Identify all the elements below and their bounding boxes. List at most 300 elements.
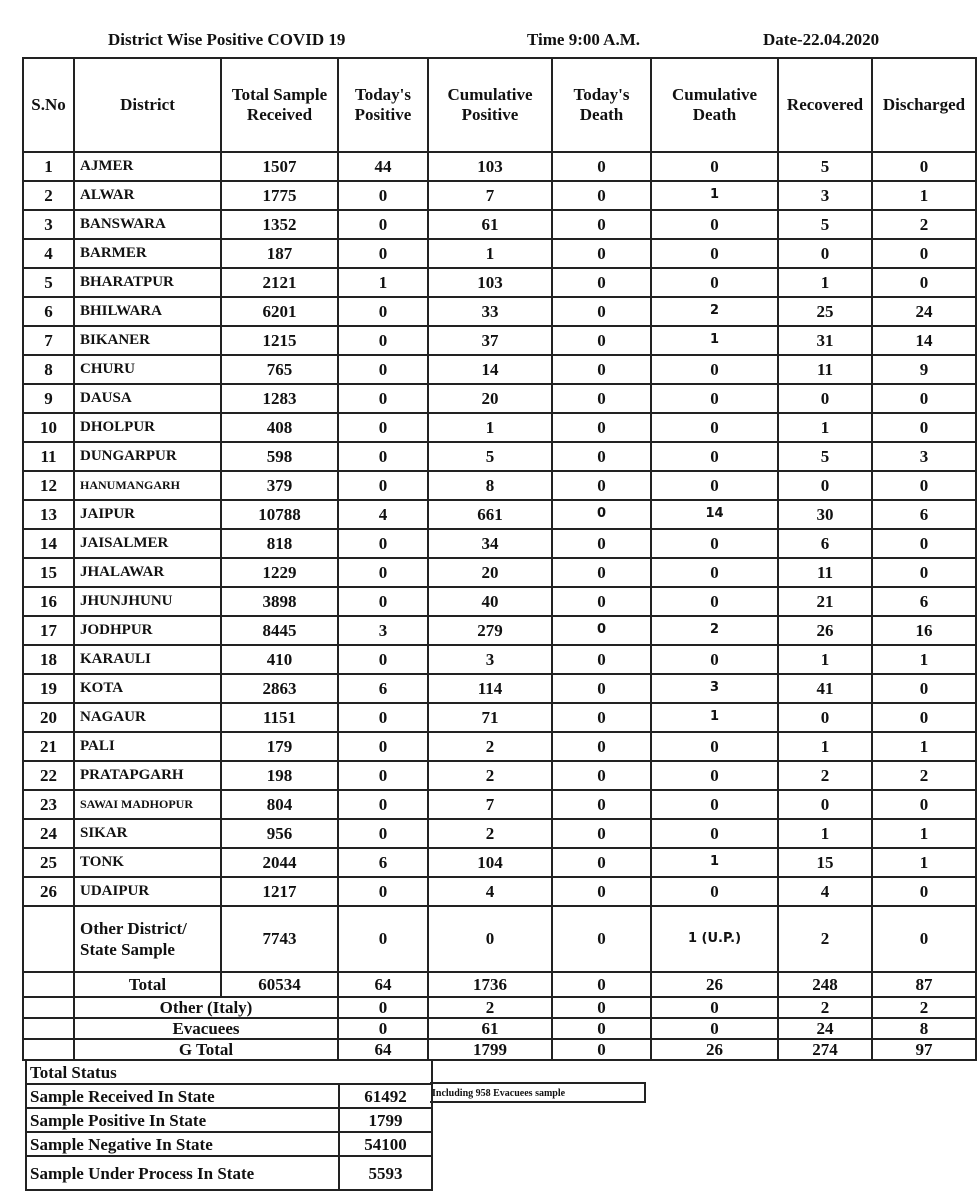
row-district: AJMER [74,152,221,181]
row-cumulative-death: 3 [651,674,778,703]
row-discharged: 9 [872,355,976,384]
row-recovered: 0 [778,471,872,500]
row-cumulative-death: 0 [651,152,778,181]
row-today-positive: 0 [338,210,428,239]
grand-total-recovered: 274 [778,1039,872,1060]
row-recovered: 1 [778,645,872,674]
row-cumulative-positive: 71 [428,703,552,732]
row-today-death: 0 [552,413,651,442]
row-recovered: 25 [778,297,872,326]
row-today-positive: 1 [338,268,428,297]
row-total-sample: 1507 [221,152,338,181]
row-cumulative-positive: 14 [428,355,552,384]
table-row [23,152,976,181]
table-row [23,906,976,972]
row-today-death: 0 [552,268,651,297]
grand-total-discharged: 97 [872,1039,976,1060]
row-discharged: 0 [872,906,976,972]
table-row [23,355,976,384]
row-sno: 21 [23,732,74,761]
row-today-death: 0 [552,848,651,877]
district-table [22,57,977,1061]
row-cumulative-positive: 114 [428,674,552,703]
row-cumulative-death: 2 [651,297,778,326]
row-today-positive: 6 [338,848,428,877]
row-discharged: 0 [872,471,976,500]
row-cumulative-positive: 7 [428,181,552,210]
row-discharged: 3 [872,442,976,471]
row-recovered: 5 [778,442,872,471]
row-recovered: 1 [778,268,872,297]
row-sno: 20 [23,703,74,732]
row-today-death: 0 [552,500,651,529]
row-district: KOTA [74,674,221,703]
row-today-positive: 0 [338,732,428,761]
row-recovered: 0 [778,703,872,732]
row-today-death: 0 [552,297,651,326]
row-today-death: 0 [552,355,651,384]
row-discharged: 0 [872,239,976,268]
row-total-sample: 410 [221,645,338,674]
row-discharged: 0 [872,152,976,181]
row-today-death: 0 [552,674,651,703]
row-cumulative-death: 0 [651,268,778,297]
row-recovered: 30 [778,500,872,529]
district-rows [23,152,976,972]
row-cumulative-positive: 279 [428,616,552,645]
row-recovered: 0 [778,384,872,413]
row-today-positive: 4 [338,500,428,529]
row-today-death: 0 [552,471,651,500]
col-header-today-death: Today's Death [552,58,651,152]
row-cumulative-positive: 40 [428,587,552,616]
row-today-positive: 0 [338,529,428,558]
row-recovered: 31 [778,326,872,355]
row-cumulative-death: 0 [651,239,778,268]
total-row [23,972,976,997]
evacuees-discharged: 8 [872,1018,976,1039]
row-today-death: 0 [552,326,651,355]
row-total-sample: 408 [221,413,338,442]
total-row-sno [23,972,74,997]
status-label: Sample Positive In State [26,1108,339,1132]
row-recovered: 0 [778,239,872,268]
table-row [23,268,976,297]
col-header-cumulative-positive: Cumulative Positive [428,58,552,152]
row-recovered: 3 [778,181,872,210]
evacuees-recovered: 24 [778,1018,872,1039]
row-discharged: 0 [872,558,976,587]
row-cumulative-positive: 2 [428,732,552,761]
row-district: DHOLPUR [74,413,221,442]
row-cumulative-death: 0 [651,384,778,413]
total-today-death: 0 [552,972,651,997]
row-cumulative-positive: 2 [428,761,552,790]
row-total-sample: 804 [221,790,338,819]
row-discharged: 6 [872,587,976,616]
row-cumulative-positive: 103 [428,268,552,297]
report-title: District Wise Positive COVID 19 [108,30,346,49]
row-today-death: 0 [552,239,651,268]
row-cumulative-death: 0 [651,790,778,819]
row-district: BIKANER [74,326,221,355]
evacuees-row [23,1018,976,1039]
row-total-sample: 818 [221,529,338,558]
table-row [23,442,976,471]
row-discharged: 0 [872,384,976,413]
row-sno: 4 [23,239,74,268]
row-discharged: 2 [872,761,976,790]
row-recovered: 0 [778,790,872,819]
row-discharged: 1 [872,848,976,877]
row-today-death: 0 [552,442,651,471]
row-today-positive: 0 [338,703,428,732]
col-header-sno: S.No [23,58,74,152]
row-today-positive: 6 [338,674,428,703]
row-sno: 23 [23,790,74,819]
row-recovered: 5 [778,210,872,239]
status-row [26,1084,432,1108]
row-today-positive: 0 [338,181,428,210]
row-today-death: 0 [552,152,651,181]
table-row [23,210,976,239]
row-district: TONK [74,848,221,877]
table-row [23,645,976,674]
row-recovered: 11 [778,558,872,587]
table-row [23,384,976,413]
row-recovered: 4 [778,877,872,906]
row-today-positive: 0 [338,326,428,355]
row-sno: 22 [23,761,74,790]
row-total-sample: 1151 [221,703,338,732]
total-recovered: 248 [778,972,872,997]
row-cumulative-positive: 34 [428,529,552,558]
italy-cumulative-positive: 2 [428,997,552,1018]
col-header-discharged: Discharged [872,58,976,152]
row-today-positive: 44 [338,152,428,181]
status-row [26,1156,432,1190]
row-cumulative-positive: 33 [428,297,552,326]
row-sno [23,906,74,972]
row-recovered: 1 [778,819,872,848]
row-today-death: 0 [552,703,651,732]
row-total-sample: 765 [221,355,338,384]
row-sno: 10 [23,413,74,442]
row-total-sample: 179 [221,732,338,761]
row-sno: 1 [23,152,74,181]
row-discharged: 0 [872,790,976,819]
row-district: UDAIPUR [74,877,221,906]
row-district: SIKAR [74,819,221,848]
row-cumulative-death: 0 [651,761,778,790]
grand-total-today-death: 0 [552,1039,651,1060]
row-cumulative-positive: 103 [428,152,552,181]
total-discharged: 87 [872,972,976,997]
row-cumulative-death: 0 [651,413,778,442]
row-sno: 11 [23,442,74,471]
row-today-positive: 0 [338,906,428,972]
col-header-total-sample: Total Sample Received [221,58,338,152]
row-sno: 7 [23,326,74,355]
row-cumulative-positive: 2 [428,819,552,848]
grand-total-today-positive: 64 [338,1039,428,1060]
row-sno: 8 [23,355,74,384]
row-recovered: 1 [778,413,872,442]
row-today-death: 0 [552,616,651,645]
row-cumulative-positive: 4 [428,877,552,906]
status-value: 61492 [339,1084,432,1108]
row-district: SAWAI MADHOPUR [74,790,221,819]
row-discharged: 0 [872,674,976,703]
row-cumulative-positive: 7 [428,790,552,819]
table-row [23,413,976,442]
table-row [23,848,976,877]
row-cumulative-death: 0 [651,529,778,558]
row-district: DAUSA [74,384,221,413]
other-italy-row [23,997,976,1018]
row-cumulative-death: 1 [651,181,778,210]
report-time: Time 9:00 A.M. [527,30,641,49]
row-recovered: 11 [778,355,872,384]
row-today-positive: 0 [338,355,428,384]
table-row [23,761,976,790]
row-today-positive: 3 [338,616,428,645]
table-row [23,558,976,587]
table-row [23,529,976,558]
row-today-positive: 0 [338,471,428,500]
row-sno: 12 [23,471,74,500]
row-sno: 3 [23,210,74,239]
row-total-sample: 2044 [221,848,338,877]
evacuees-cumulative-death: 0 [651,1018,778,1039]
row-discharged: 0 [872,529,976,558]
italy-label: Other (Italy) [74,997,338,1018]
row-district: KARAULI [74,645,221,674]
total-cumulative-death: 26 [651,972,778,997]
table-row [23,587,976,616]
row-cumulative-positive: 20 [428,384,552,413]
row-district: BANSWARA [74,210,221,239]
row-today-positive: 0 [338,239,428,268]
row-district: NAGAUR [74,703,221,732]
table-row [23,326,976,355]
row-recovered: 6 [778,529,872,558]
row-recovered: 21 [778,587,872,616]
row-district: ALWAR [74,181,221,210]
row-cumulative-death: 0 [651,355,778,384]
italy-sno [23,997,74,1018]
row-discharged: 16 [872,616,976,645]
row-today-positive: 0 [338,558,428,587]
row-today-positive: 0 [338,790,428,819]
row-total-sample: 10788 [221,500,338,529]
row-recovered: 2 [778,906,872,972]
row-today-positive: 0 [338,297,428,326]
row-cumulative-positive: 37 [428,326,552,355]
row-recovered: 15 [778,848,872,877]
row-district: CHURU [74,355,221,384]
row-sno: 13 [23,500,74,529]
row-cumulative-positive: 3 [428,645,552,674]
row-today-death: 0 [552,210,651,239]
row-cumulative-positive: 0 [428,906,552,972]
row-cumulative-positive: 5 [428,442,552,471]
grand-total-label: G Total [74,1039,338,1060]
row-district: BARMER [74,239,221,268]
evacuees-cumulative-positive: 61 [428,1018,552,1039]
row-discharged: 1 [872,645,976,674]
row-district: JHALAWAR [74,558,221,587]
evacuees-today-positive: 0 [338,1018,428,1039]
row-total-sample: 1217 [221,877,338,906]
row-total-sample: 7743 [221,906,338,972]
row-cumulative-death: 2 [651,616,778,645]
row-today-death: 0 [552,587,651,616]
table-row [23,297,976,326]
row-cumulative-death: 0 [651,558,778,587]
row-discharged: 0 [872,877,976,906]
row-sno: 14 [23,529,74,558]
row-district: JODHPUR [74,616,221,645]
row-total-sample: 1352 [221,210,338,239]
table-row [23,674,976,703]
table-row [23,616,976,645]
evacuees-sno [23,1018,74,1039]
row-discharged: 6 [872,500,976,529]
status-title: Total Status [26,1060,432,1084]
table-row [23,703,976,732]
grand-total-cumulative-death: 26 [651,1039,778,1060]
row-sno: 26 [23,877,74,906]
row-district: BHARATPUR [74,268,221,297]
row-cumulative-death: 0 [651,877,778,906]
row-district: DUNGARPUR [74,442,221,471]
total-label: Total [74,972,221,997]
row-today-positive: 0 [338,587,428,616]
status-row [26,1108,432,1132]
evacuees-today-death: 0 [552,1018,651,1039]
row-cumulative-death: 1 [651,326,778,355]
table-row [23,181,976,210]
row-district: JAISALMER [74,529,221,558]
grand-total-sno [23,1039,74,1060]
row-cumulative-positive: 104 [428,848,552,877]
table-row [23,471,976,500]
row-today-death: 0 [552,645,651,674]
row-today-positive: 0 [338,384,428,413]
italy-discharged: 2 [872,997,976,1018]
row-today-death: 0 [552,761,651,790]
grand-total-cumulative-positive: 1799 [428,1039,552,1060]
italy-cumulative-death: 0 [651,997,778,1018]
row-cumulative-positive: 61 [428,210,552,239]
status-row [26,1132,432,1156]
total-cumulative-positive: 1736 [428,972,552,997]
col-header-recovered: Recovered [778,58,872,152]
grand-total-row [23,1039,976,1060]
row-total-sample: 1229 [221,558,338,587]
row-discharged: 1 [872,181,976,210]
row-sno: 24 [23,819,74,848]
col-header-district: District [74,58,221,152]
row-cumulative-positive: 8 [428,471,552,500]
row-total-sample: 379 [221,471,338,500]
row-today-positive: 0 [338,645,428,674]
row-cumulative-death: 0 [651,471,778,500]
status-label: Sample Under Process In State [26,1156,339,1190]
row-recovered: 2 [778,761,872,790]
evacuees-label: Evacuees [74,1018,338,1039]
row-today-death: 0 [552,790,651,819]
row-discharged: 1 [872,819,976,848]
row-discharged: 0 [872,703,976,732]
status-title-row [26,1060,432,1084]
row-today-positive: 0 [338,761,428,790]
total-today-positive: 64 [338,972,428,997]
row-total-sample: 198 [221,761,338,790]
table-row [23,877,976,906]
row-total-sample: 956 [221,819,338,848]
row-discharged: 2 [872,210,976,239]
row-sno: 5 [23,268,74,297]
italy-recovered: 2 [778,997,872,1018]
row-total-sample: 3898 [221,587,338,616]
row-recovered: 1 [778,732,872,761]
row-district: Other District/ State Sample [74,906,221,972]
row-sno: 6 [23,297,74,326]
row-sno: 9 [23,384,74,413]
row-total-sample: 2863 [221,674,338,703]
col-header-cumulative-death: Cumulative Death [651,58,778,152]
row-cumulative-death: 0 [651,210,778,239]
row-sno: 25 [23,848,74,877]
totals-rows [23,972,976,1060]
row-today-death: 0 [552,384,651,413]
italy-today-positive: 0 [338,997,428,1018]
table-header-row [23,58,976,152]
table-row [23,500,976,529]
row-cumulative-death: 14 [651,500,778,529]
row-sno: 17 [23,616,74,645]
row-recovered: 5 [778,152,872,181]
row-recovered: 26 [778,616,872,645]
row-district: PRATAPGARH [74,761,221,790]
row-today-death: 0 [552,732,651,761]
italy-today-death: 0 [552,997,651,1018]
row-today-positive: 0 [338,413,428,442]
row-sno: 16 [23,587,74,616]
row-today-positive: 0 [338,877,428,906]
row-district: JAIPUR [74,500,221,529]
row-total-sample: 187 [221,239,338,268]
row-cumulative-death: 0 [651,732,778,761]
row-sno: 19 [23,674,74,703]
row-cumulative-death: 1 [651,703,778,732]
row-total-sample: 2121 [221,268,338,297]
row-total-sample: 1215 [221,326,338,355]
total-sample: 60534 [221,972,338,997]
row-total-sample: 1283 [221,384,338,413]
status-value: 54100 [339,1132,432,1156]
table-row [23,732,976,761]
row-sno: 15 [23,558,74,587]
row-today-positive: 0 [338,442,428,471]
row-today-death: 0 [552,906,651,972]
status-value: 5593 [339,1156,432,1190]
row-total-sample: 6201 [221,297,338,326]
row-total-sample: 598 [221,442,338,471]
row-district: BHILWARA [74,297,221,326]
